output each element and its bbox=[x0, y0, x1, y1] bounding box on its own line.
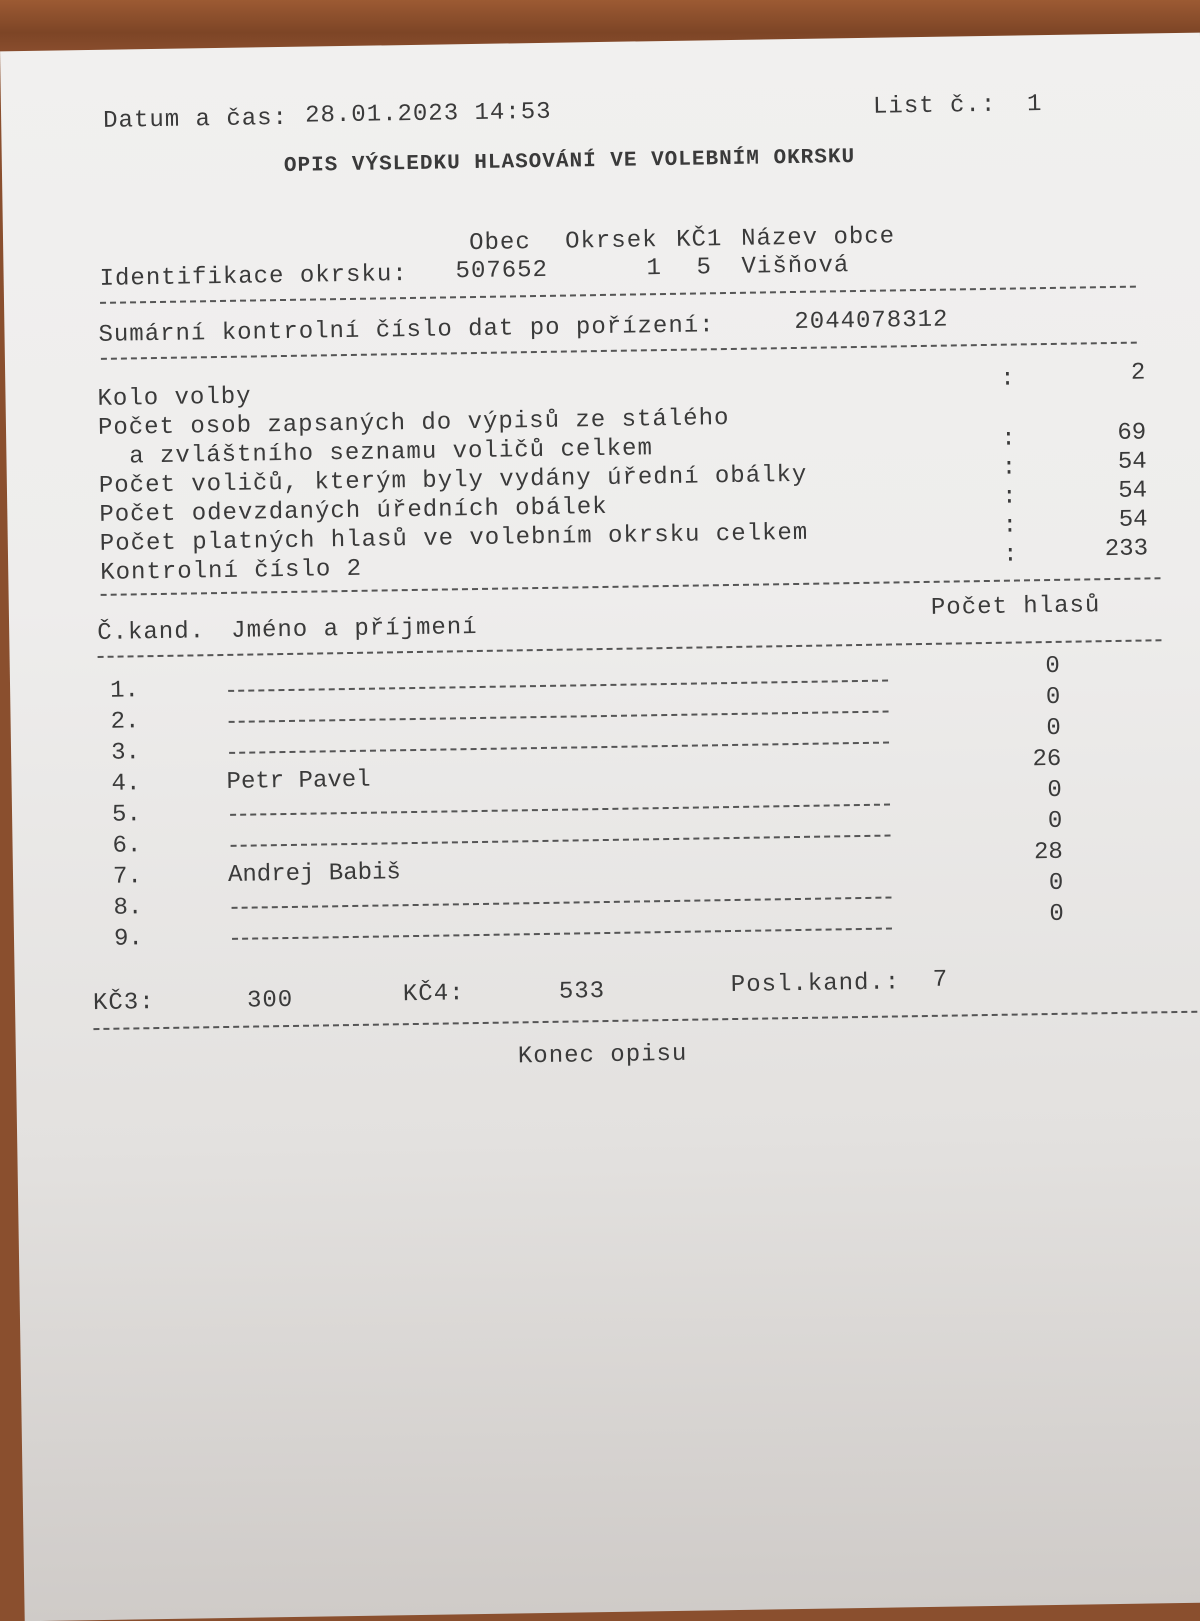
sheet-number: 1 bbox=[1026, 91, 1043, 119]
summary-label-control-2: Kontrolní číslo 2 bbox=[100, 555, 363, 587]
kc3-value: 300 bbox=[246, 986, 294, 1015]
candidate-number: 9. bbox=[113, 925, 144, 953]
empty-name-line bbox=[228, 680, 888, 692]
candidate-votes: 0 bbox=[1045, 652, 1061, 681]
candidate-number: 8. bbox=[113, 894, 143, 922]
district-id-label: Identifikace okrsku: bbox=[99, 261, 408, 293]
district-obec: 507652 bbox=[455, 256, 549, 286]
candidate-name: Andrej Babiš bbox=[227, 859, 402, 889]
candidate-votes: 0 bbox=[1047, 776, 1063, 805]
kc4-label: KČ4: bbox=[402, 980, 465, 1009]
candidate-number: 4. bbox=[111, 770, 141, 798]
summary-value-envelopes-returned: 54 bbox=[1118, 477, 1148, 505]
colon: : bbox=[1000, 365, 1015, 393]
document-title: OPIS VÝSLEDKU HLASOVÁNÍ VE VOLEBNÍM OKRSKU bbox=[283, 146, 856, 178]
candidate-number: 7. bbox=[112, 863, 143, 891]
empty-name-line bbox=[232, 928, 892, 940]
col-kc1: KČ1 bbox=[675, 226, 723, 254]
datetime-label: Datum a čas: bbox=[102, 104, 289, 135]
candidate-number: 1. bbox=[109, 677, 140, 705]
col-nazev-obce: Název obce bbox=[740, 223, 896, 253]
candidate-number: 3. bbox=[110, 739, 141, 767]
colon: : bbox=[1002, 512, 1018, 540]
district-nazev: Višňová bbox=[741, 252, 850, 281]
printed-sheet bbox=[0, 33, 1200, 1621]
district-kc1: 5 bbox=[696, 254, 713, 282]
colon: : bbox=[1001, 425, 1016, 453]
candidate-votes: 0 bbox=[1046, 714, 1062, 743]
last-candidate-value: 7 bbox=[932, 966, 949, 994]
candidate-votes: 0 bbox=[1048, 869, 1064, 898]
col-candidate-number: Č.kand. bbox=[97, 618, 206, 647]
summary-value-round: 2 bbox=[1130, 359, 1146, 387]
col-okrsek: Okrsek bbox=[564, 227, 658, 256]
candidate-votes: 26 bbox=[1032, 745, 1062, 774]
candidate-votes: 0 bbox=[1047, 807, 1063, 836]
summary-label-envelopes-returned: Počet odevzdaných úředních obálek bbox=[99, 493, 608, 529]
colon: : bbox=[1002, 541, 1018, 569]
empty-name-line bbox=[229, 742, 889, 754]
last-candidate-label: Posl.kand.: bbox=[730, 969, 901, 1000]
candidate-number: 5. bbox=[111, 801, 142, 829]
summary-value-registered: 69 bbox=[1117, 419, 1147, 447]
summary-label-round: Kolo volby bbox=[97, 383, 252, 413]
colon: : bbox=[1001, 483, 1017, 511]
candidate-number: 2. bbox=[110, 708, 140, 736]
col-candidate-name: Jméno a příjmení bbox=[230, 613, 478, 645]
empty-name-line bbox=[231, 835, 891, 847]
summary-label-envelopes-issued: Počet voličů, kterým byly vydány úřední obálky bbox=[98, 461, 808, 500]
kc3-label: KČ3: bbox=[92, 989, 155, 1018]
colon: : bbox=[1001, 454, 1017, 482]
empty-name-line bbox=[230, 804, 890, 816]
checksum-label: Sumární kontrolní číslo dat po pořízení: bbox=[98, 312, 715, 349]
candidate-votes: 0 bbox=[1049, 900, 1064, 929]
col-obec: Obec bbox=[468, 229, 531, 258]
summary-value-control-2: 233 bbox=[1104, 535, 1149, 564]
end-of-copy: Konec opisu bbox=[517, 1040, 688, 1071]
kc4-value: 533 bbox=[558, 978, 606, 1006]
summary-value-valid-votes: 54 bbox=[1118, 506, 1148, 534]
candidate-votes: 28 bbox=[1033, 838, 1063, 867]
col-candidate-votes: Počet hlasů bbox=[930, 592, 1101, 622]
summary-label-registered: Počet osob zapsaných do výpisů ze stálého bbox=[97, 405, 730, 442]
candidate-name: Petr Pavel bbox=[226, 766, 371, 796]
empty-name-line bbox=[232, 897, 892, 909]
empty-name-line bbox=[229, 711, 889, 723]
district-okrsek: 1 bbox=[646, 255, 663, 283]
summary-label-valid-votes: Počet platných hlasů ve volebním okrsku celkem bbox=[99, 519, 809, 558]
checksum-value: 2044078312 bbox=[794, 306, 949, 336]
datetime-value: 28.01.2023 14:53 bbox=[304, 98, 552, 130]
sheet-label: List č.: bbox=[872, 91, 997, 121]
candidate-number: 6. bbox=[112, 832, 142, 860]
summary-label-registered-cont: a zvláštního seznamu voličů celkem bbox=[98, 435, 654, 471]
candidate-votes: 0 bbox=[1045, 683, 1061, 712]
summary-value-envelopes-issued: 54 bbox=[1117, 448, 1147, 476]
